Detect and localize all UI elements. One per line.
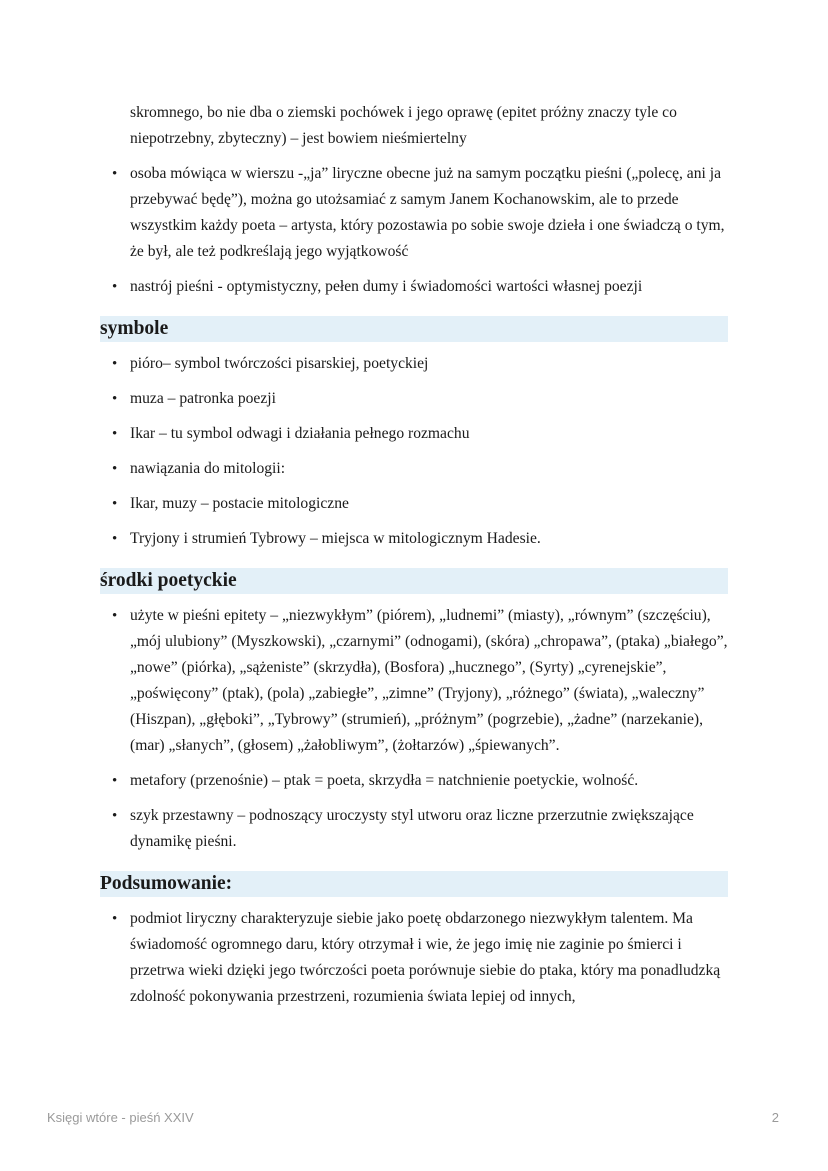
list-item: • pióro– symbol twórczości pisarskiej, poetyckiej: [100, 351, 728, 377]
list-item: • szyk przestawny – podnoszący uroczysty styl utworu oraz liczne przerzutnie zwiększające dynamikę pieśni.: [100, 803, 728, 855]
section-heading-srodki-poetyckie: środki poetyckie: [100, 568, 728, 594]
paragraph-continuation: skromnego, bo nie dba o ziemski pochówek i jego oprawę (epitet próżny znaczy tyle co niepotrzebny, zbyteczny) – jest bowiem nieśmiertelny: [130, 104, 677, 147]
symbole-list: [100, 351, 728, 552]
list-item: • metafory (przenośnie) – ptak = poeta, skrzydła = natchnienie poetyckie, wolność.: [100, 768, 728, 794]
footer-page-number: 2: [771, 1110, 779, 1125]
srodki-poetyckie-list: [100, 603, 728, 855]
list-item: • osoba mówiąca w wierszu -„ja” liryczne obecne już na samym początku pieśni („polecę, ani ja przebywać będę”), można go utożsamiać z samym Janem Kochanowskim, ale to przede wszystkim każdy poeta – artysta, który pozostawia po sobie swoje dzieła i one świadczą o tym, że był, ale też podkreślają jego wyjątkowość: [100, 161, 728, 265]
footer-document-title: Księgi wtóre - pieśń XXIV: [47, 1110, 194, 1125]
list-item: • Ikar, muzy – postacie mitologiczne: [100, 491, 728, 517]
list-item: • Tryjony i strumień Tybrowy – miejsca w mitologicznym Hadesie.: [100, 526, 728, 552]
document-body: [100, 100, 728, 1019]
section-heading-symbole: symbole: [100, 316, 728, 342]
list-item: • nawiązania do mitologii:: [100, 456, 728, 482]
section-heading-podsumowanie: Podsumowanie:: [100, 871, 728, 897]
intro-list: [100, 161, 728, 300]
list-item: • użyte w pieśni epitety – „niezwykłym” (piórem), „ludnemi” (miasty), „równym” (szczęściu), „mój ulubiony” (Myszkowski), „czarnymi” (odnogami), (skóra) „chropawa”, (ptaka) „białego”, „nowe” (piórka), „sążeniste” (skrzydła), (Bosfora) „hucznego”, (Syrty) „cyrenejskie”, „poświęcony” (ptak), (pola) „zabiegłe”, „zimne” (Tryjony), „różnego” (świata), „waleczny” (Hiszpan), „głęboki”, „Tybrowy” (strumień), „próżnym” (pogrzebie), „żadne” (narzekanie), (mar) „słanych”, (głosem) „żałobliwym”, (żołtarzów) „śpiewanych”.: [100, 603, 728, 759]
list-item: • muza – patronka poezji: [100, 386, 728, 412]
list-item: • podmiot liryczny charakteryzuje siebie jako poetę obdarzonego niezwykłym talentem. Ma świadomość ogromnego daru, który otrzymał i wie, że jego imię nie zaginie po śmierci i przetrwa wieki dzięki jego twórczości poeta porównuje siebie do ptaka, który ma ponadludzką zdolność pokonywania przestrzeni, rozumienia świata lepiej od innych,: [100, 906, 728, 1010]
list-item: • Ikar – tu symbol odwagi i działania pełnego rozmachu: [100, 421, 728, 447]
podsumowanie-list: [100, 906, 728, 1010]
list-item: • nastrój pieśni - optymistyczny, pełen dumy i świadomości wartości własnej poezji: [100, 274, 728, 300]
